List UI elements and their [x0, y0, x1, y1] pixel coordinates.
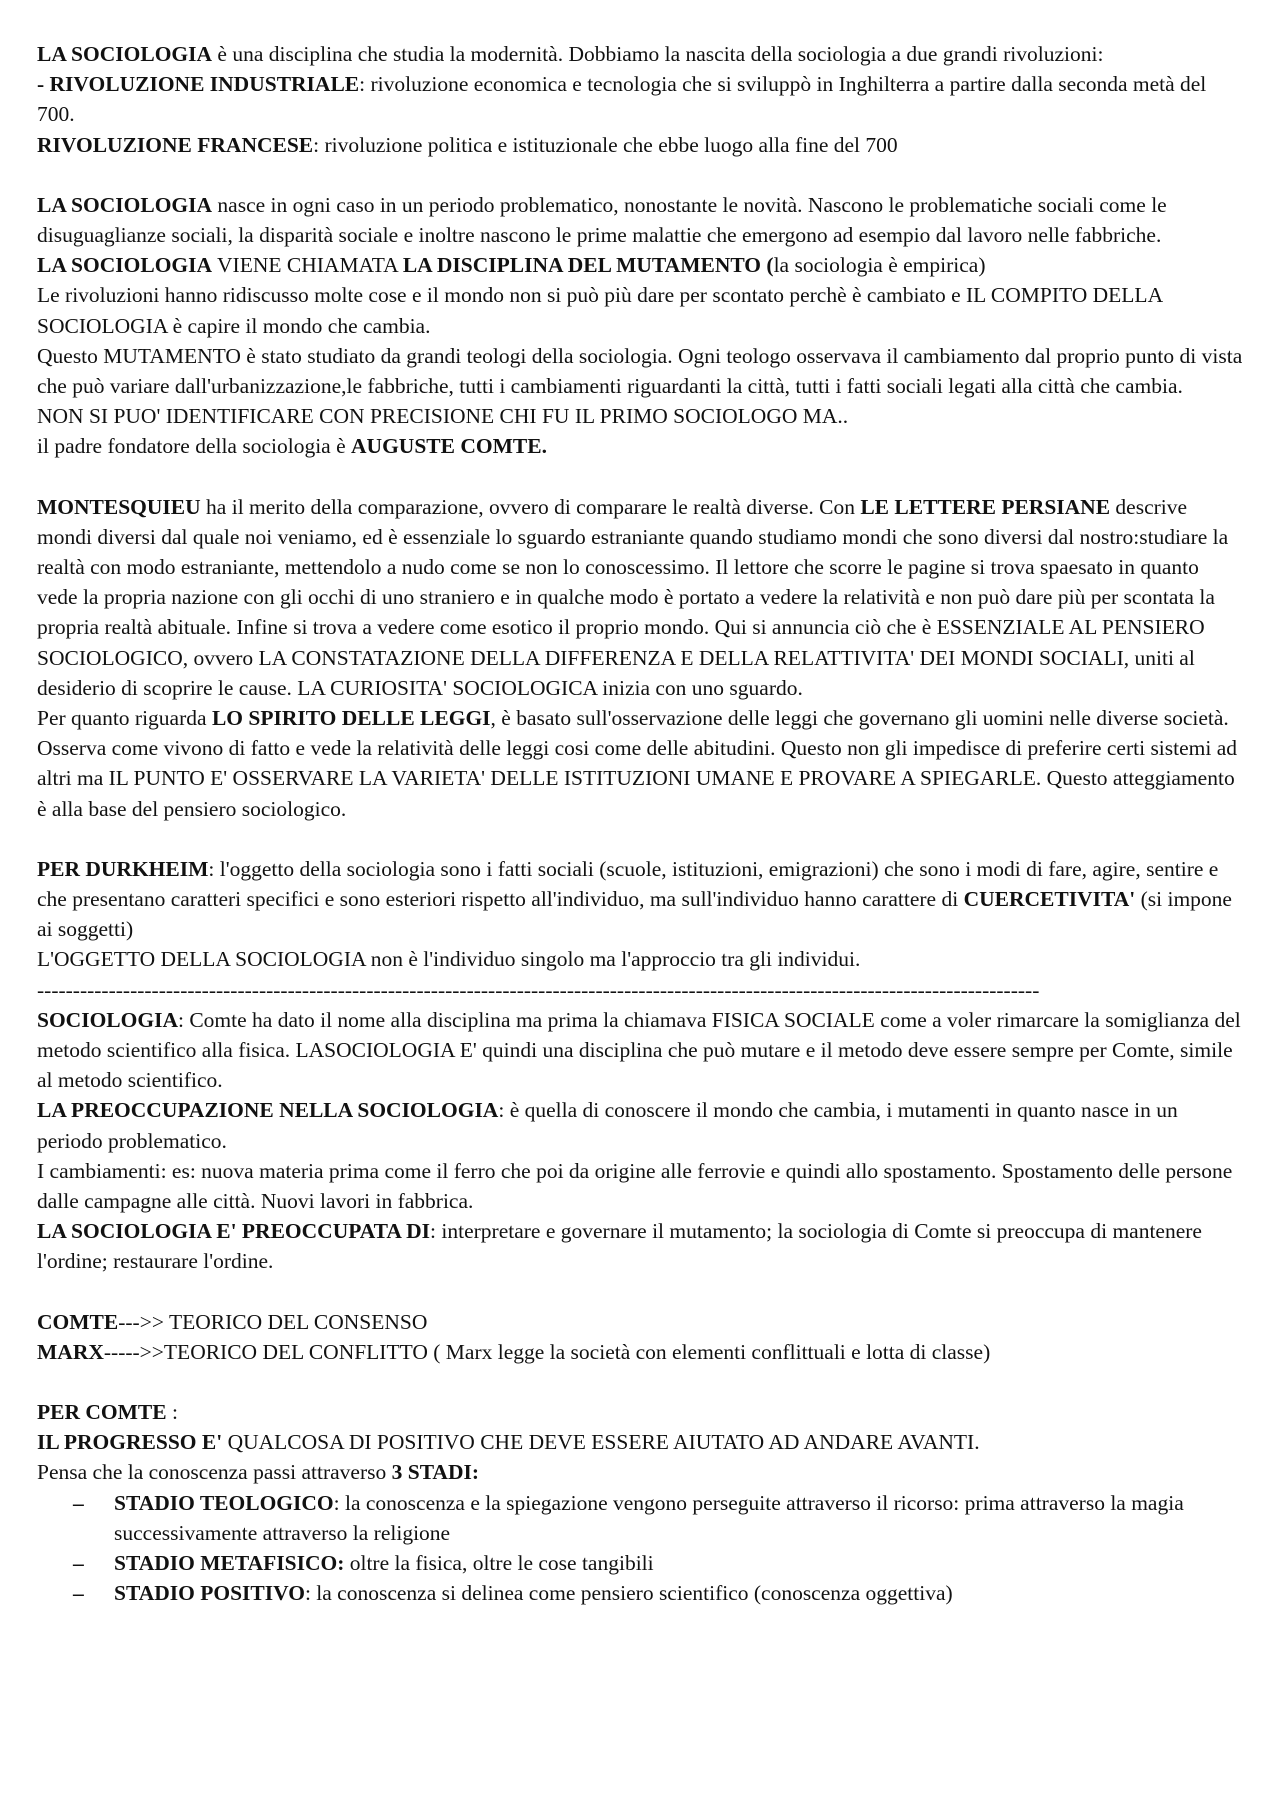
paragraph-per-comte [37, 1397, 1244, 1427]
term-preoccupazione: LA PREOCCUPAZIONE NELLA SOCIOLOGIA [37, 1098, 499, 1123]
paragraph-text: : [166, 1399, 178, 1424]
paragraph-rivoluzioni: Le rivoluzioni hanno ridiscusso molte cose e il mondo non si può più dare per scontato perchè è cambiato e IL COMPITO DELLA SOCIOLOGIA è capire il mondo che cambia. [37, 283, 1162, 338]
paragraph-text: ----->>TEORICO DEL CONFLITTO ( Marx legge la società con elementi conflittuali e lotta di classe) [103, 1339, 991, 1364]
paragraph-oggetto-sociologia: L'OGGETTO DELLA SOCIOLOGIA non è l'individuo singolo ma l'approccio tra gli individui. [37, 947, 861, 972]
list-item-stadio-metafisico [37, 1548, 1244, 1578]
paragraph-progresso [37, 1427, 1244, 1457]
paragraph-montesquieu [37, 492, 1244, 703]
blank-line [37, 462, 1244, 492]
paragraph-preoccupazione [37, 1095, 1244, 1155]
paragraph-text: nasce in ogni caso in un periodo problematico, nonostante le novità. Nascono le problematiche sociali come le disuguaglianze sociali, la disparità sociale e inoltre nascono le prime malattie che emergono ad esempio dal lavoro nelle fabbriche. [37, 192, 1167, 248]
term-disciplina-mutamento: LA DISCIPLINA DEL MUTAMENTO ( [402, 253, 774, 278]
paragraph-text: : rivoluzione economica e tecnologia che si sviluppò in Inghilterra a partire dalla seconda metà del 700. [37, 72, 1207, 127]
paragraph-comte-consenso [37, 1307, 1244, 1337]
paragraph-periodo-problematico [37, 190, 1244, 250]
paragraph-text: VIENE CHIAMATA [212, 253, 403, 278]
paragraph-padre-fondatore [37, 431, 1244, 461]
dash-bullet: – [73, 1490, 84, 1515]
paragraph-text: , è basato sull'osservazione delle leggi che governano gli uomini nelle diverse società. Osserva come vivono di fatto e vede la relatività delle leggi cosi come delle abitudini. Questo non gli impedisce di preferire certi sistemi ad altri ma IL PUNTO E' OSSERVARE LA VARIETA' DELLE ISTITUZIONI UMANE E PROVARE A SPIEGARLE. Questo atteggiamento è alla base del pensiero sociologico. [37, 706, 1238, 821]
term-rivoluzione-industriale: - RIVOLUZIONE INDUSTRIALE [37, 72, 360, 97]
term-lettere-persiane: LE LETTERE PERSIANE [860, 494, 1111, 519]
paragraph-rivoluzione-industriale [37, 69, 1244, 129]
term-la-sociologia: LA SOCIOLOGIA [37, 253, 213, 278]
paragraph-mutamento-teologi: Questo MUTAMENTO è stato studiato da grandi teologi della sociologia. Ogni teologo osservava il cambiamento dal proprio punto di vista che può variare dall'urbanizzazione,le fabbriche, tutti i cambiamenti riguardanti la città, tutti i fatti sociali legati alla città che cambia. [37, 343, 1243, 399]
stadi-list [37, 1488, 1244, 1609]
paragraph-text: QUALCOSA DI POSITIVO CHE DEVE ESSERE AIUTATO AD ANDARE AVANTI. [222, 1430, 980, 1455]
paragraph-text: : rivoluzione politica e istituzionale che ebbe luogo alla fine del 700 [313, 132, 898, 157]
list-item-text: : la conoscenza e la spiegazione vengono perseguite attraverso il ricorso: prima attraverso la magia successivamente attraverso la religione [114, 1490, 1184, 1545]
paragraph-disciplina-mutamento [37, 250, 1244, 280]
term-per-comte: PER COMTE [37, 1399, 167, 1424]
term-stadio-metafisico: STADIO METAFISICO: [114, 1550, 345, 1575]
list-item-stadio-positivo [37, 1578, 1244, 1608]
paragraph-text: --->> TEORICO DEL CONSENSO [118, 1309, 428, 1334]
paragraph-text: è una disciplina che studia la modernità. Dobbiamo la nascita della sociologia a due grandi rivoluzioni: [212, 42, 1104, 66]
term-progresso: IL PROGRESSO E' [37, 1430, 223, 1455]
paragraph-preoccupata-di [37, 1216, 1244, 1276]
paragraph-text: la sociologia è empirica) [773, 253, 986, 278]
paragraph-spirito-leggi [37, 703, 1244, 824]
paragraph-primo-sociologo: NON SI PUO' IDENTIFICARE CON PRECISIONE CHI FU IL PRIMO SOCIOLOGO MA.. [37, 404, 849, 429]
blank-line [37, 160, 1244, 190]
term-stadio-positivo: STADIO POSITIVO [114, 1581, 305, 1606]
paragraph-marx-conflitto [37, 1337, 1244, 1367]
paragraph-text: : Comte ha dato il nome alla disciplina ma prima la chiamava FISICA SOCIALE come a voler rimarcare la somiglianza del metodo scientifico alla fisica. LASOCIOLOGIA E' quindi una disciplina che può mutare e il metodo deve essere sempre per Comte, simile al metodo scientifico. [37, 1007, 1241, 1093]
term-preoccupata-di: LA SOCIOLOGIA E' PREOCCUPATA DI [37, 1219, 431, 1244]
term-marx: MARX [37, 1339, 104, 1364]
term-montesquieu: MONTESQUIEU [37, 494, 201, 519]
paragraph-text: descrive mondi diversi dal quale noi veniamo, ed è essenziale lo sguardo estraniante quando studiamo mondi che sono diversi dal nostro:studiare la realtà con modo estraniante, mettendolo a nudo come se non lo conoscessimo. Il lettore che scorre le pagine si trova spaesato in quanto vede la propria nazione con gli occhi di uno straniero e in qualche modo è portato a vedere la relatività e non può dare più per scontata la propria realtà abituale. Infine si trova a vedere come esotico il proprio mondo. Qui si annuncia ciò che è ESSENZIALE AL PENSIERO SOCIOLOGICO, ovvero LA CONSTATAZIONE DELLA DIFFERENZA E DELLA RELATTIVITA' DEI MONDI SOCIALI, uniti al desiderio di scoprire le cause. LA CURIOSITA' SOCIOLOGICA inizia con uno sguardo. [37, 494, 1229, 700]
paragraph-rivoluzione-francese [37, 130, 1244, 160]
term-per-durkheim: PER DURKHEIM [37, 856, 209, 881]
term-la-sociologia: LA SOCIOLOGIA [37, 192, 213, 217]
paragraph-fisica-sociale [37, 1005, 1244, 1096]
paragraph-text: : è quella di conoscere il mondo che cambia, i mutamenti in quanto nasce in un periodo problematico. [37, 1098, 1178, 1153]
term-cuercetivita: CUERCETIVITA' [963, 887, 1136, 912]
blank-line [37, 1277, 1244, 1307]
term-la-sociologia: LA SOCIOLOGIA [37, 42, 213, 66]
blank-line [37, 1367, 1244, 1397]
paragraph-tre-stadi [37, 1457, 1244, 1487]
paragraph-intro [37, 39, 1244, 69]
dash-bullet: – [73, 1581, 84, 1606]
list-item-stadio-teologico [37, 1488, 1244, 1548]
term-rivoluzione-francese: RIVOLUZIONE FRANCESE [37, 132, 314, 157]
term-stadio-teologico: STADIO TEOLOGICO [114, 1490, 334, 1515]
paragraph-text: ha il merito della comparazione, ovvero di comparare le realtà diverse. Con [200, 494, 861, 519]
paragraph-text: il padre fondatore della sociologia è [37, 434, 352, 459]
paragraph-text: Per quanto riguarda [37, 706, 212, 731]
list-item-text: : la conoscenza si delinea come pensiero scientifico (conoscenza oggettiva) [304, 1581, 953, 1606]
term-auguste-comte: AUGUSTE COMTE. [351, 434, 547, 459]
blank-line [37, 824, 1244, 854]
paragraph-cambiamenti: I cambiamenti: es: nuova materia prima come il ferro che poi da origine alle ferrovie e quindi allo spostamento. Spostamento delle persone dalle campagne alle città. Nuovi lavori in fabbrica. [37, 1158, 1233, 1213]
paragraph-text: : l'oggetto della sociologia sono i fatti sociali (scuole, istituzioni, emigrazioni) che sono i modi di fare, agire, sentire e che presentano caratteri specifici e sono esteriori rispetto all'individuo, ma sull'individuo hanno carattere di [37, 856, 1219, 912]
paragraph-text: : interpretare e governare il mutamento; la sociologia di Comte si preoccupa di mantenere l'ordine; restaurare l'ordine. [37, 1219, 1202, 1274]
list-item-text: oltre la fisica, oltre le cose tangibili [344, 1550, 654, 1575]
term-comte: COMTE [37, 1309, 119, 1334]
paragraph-text: (si impone ai soggetti) [37, 887, 1232, 942]
paragraph-text: Pensa che la conoscenza passi attraverso [37, 1460, 392, 1485]
term-sociologia: SOCIOLOGIA [37, 1007, 178, 1032]
dash-bullet: – [73, 1550, 84, 1575]
term-spirito-delle-leggi: LO SPIRITO DELLE LEGGI [211, 706, 491, 731]
separator-line: -------------------------------------------------------------------------------------------------------------------------------------------- [37, 977, 1040, 1002]
term-tre-stadi: 3 STADI: [391, 1460, 480, 1485]
paragraph-durkheim [37, 854, 1244, 945]
